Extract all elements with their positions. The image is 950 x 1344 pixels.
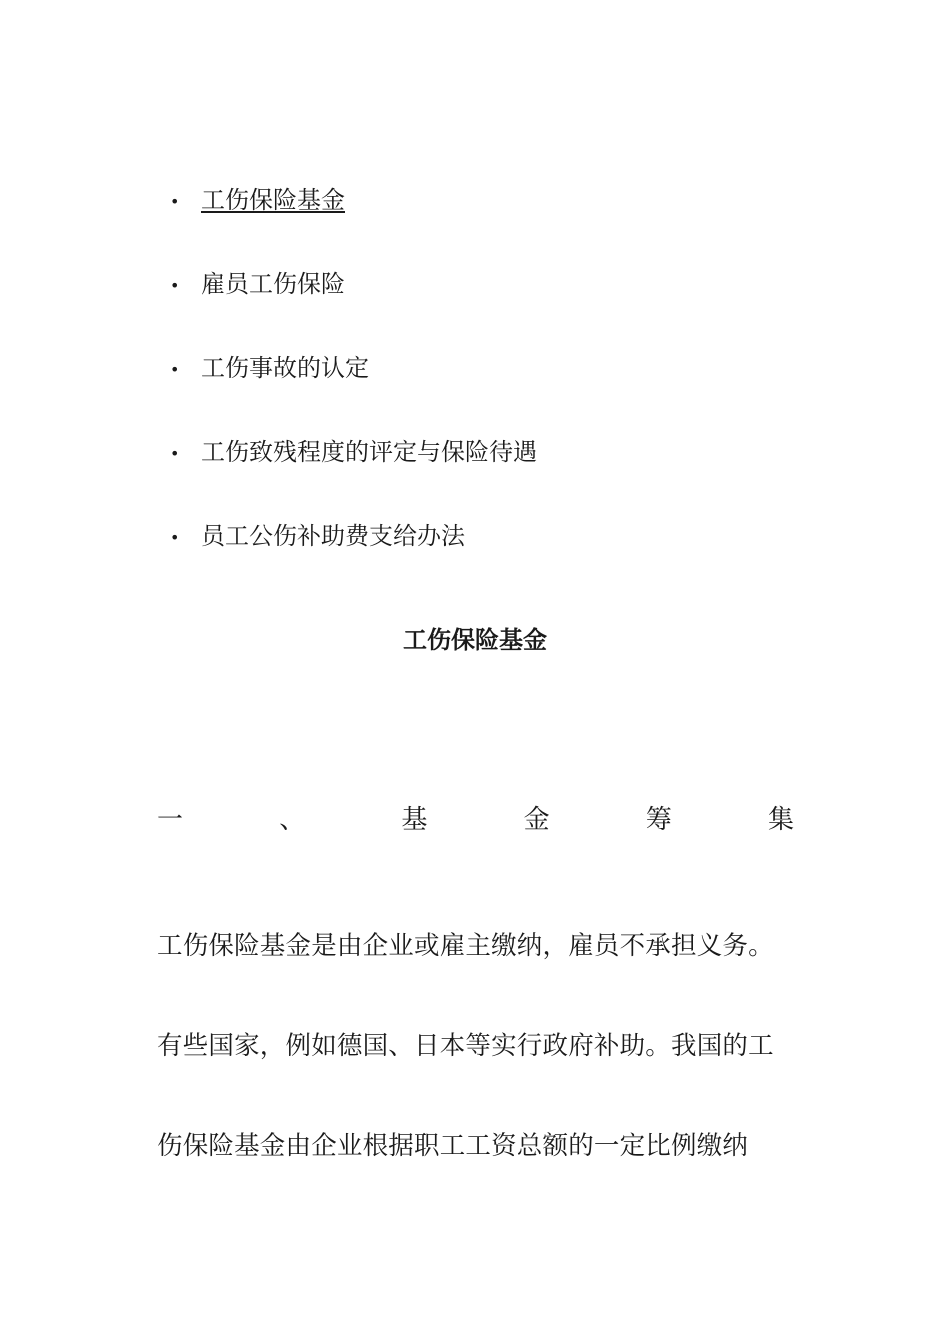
section-title: 工伤保险基金 [403,626,547,654]
toc-item-label: 工伤致残程度的评定与保险待遇 [201,438,537,466]
toc-item-employee-injury-insurance [170,264,537,348]
toc-item-disability-assessment [170,432,537,516]
heading-char: 集 [767,805,794,835]
toc-item-label: 工伤事故的认定 [201,354,369,382]
body-paragraph: 工伤保险基金是由企业或雇主缴纳，雇员不承担义务。有些国家，例如德国、日本等实行政府补助。我国的工伤保险基金由企业根据职工工资总额的一定比例缴纳 [157,931,774,1161]
heading-char: 一 [157,805,184,835]
subsection-heading [157,798,794,842]
bullet-icon: • [170,360,180,379]
bullet-icon: • [170,276,180,295]
toc-item-work-injury-fund[interactable] [170,180,537,264]
bullet-icon: • [170,444,180,463]
heading-char: 筹 [645,805,672,835]
bullet-icon: • [170,192,180,211]
heading-char: 金 [523,805,550,835]
body-text-region [157,896,817,1161]
bullet-icon: • [170,528,180,547]
toc-item-label: 员工公伤补助费支给办法 [201,522,465,550]
toc-item-accident-determination [170,348,537,432]
toc-item-subsidy-payment [170,516,537,600]
toc-link-work-injury-fund[interactable]: 工伤保险基金 [201,186,345,214]
heading-char: 、 [279,805,306,835]
table-of-contents [170,180,537,600]
toc-item-label: 雇员工伤保险 [201,270,345,298]
heading-char: 基 [401,805,428,835]
